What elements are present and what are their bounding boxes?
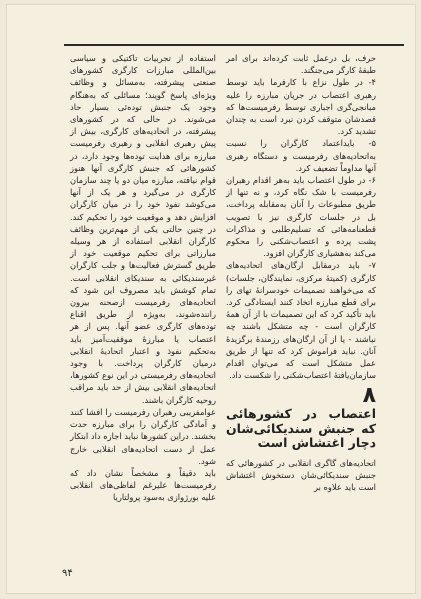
- right-column: [226, 52, 376, 494]
- section-title: اعتصاب در کشورهائی که جنبش سندیکائی‌شان دچار اغتشاش است: [226, 406, 376, 451]
- paragraph: حرف، بل درعمل ثابت کرده‌اند برای امر طبقۀ کارگر می‌جنگند.: [226, 53, 376, 76]
- page-number: ۹۴: [62, 568, 73, 579]
- paragraph: باید دقیقاً و مشخصاً نشان داد که رفرمیست‌ها علیرغم لفاظی‌های انقلابی علیه بورژوازی به‌سود پرولتاریا: [70, 467, 216, 503]
- header-rule: [64, 44, 404, 46]
- book-page: [6, 4, 416, 594]
- paragraph: استفاده از تجربیات تاکتیکی و سیاسی بین‌المللی مبارزات کارگری کشورهای صنعتی پیشرفته، به‌مسائل و وظائف ویژه‌ای پاسخ گویند؛ مسائلی که به‌هنگام وجود یک جنبش توده‌ئی بسیار حاد می‌شوند. در حالی که در کشورهای پیشرفته، در اتحادیه‌های کارگری، بیش از پیش رهبری انقلابی و رهبری رفرمیست مبارزه برای هدایت توده‌ها وجود دارد، در کشورهائی که جنبش کارگری آنها هنوز قوام نیافته، مبارزه میان دو یا چند سازمان کارگری در می‌گیرد و هر یک از آنها می‌کوشد نفوذ خود را در میان کارگران افزایش دهد و موقعیت خود را تحکیم کند. در چنین حالتی یکی از مهم‌ترین وظائف کارگران انقلابی استفاده از هر وسیله مبارزاتی برای تحکیم موقعیت خود از طریق گسترش فعالیت‌ها و جلب کارگران غیرسندیکائی به‌ سندیکای انقلابی است. تمام کوشش باید مصروف این شود که اتحادیه‌های رفرمیست ازصحنه بیرون راننده‌شوند، به‌ویژه از طریق اقناع توده‌های کارگری عضو آنها. پس از هر اعتصاب یا مبارزۀ موفقیت‌آمیز باید به‌تحکیم نفوذ و اعتبار اتحادیۀ انقلابی درمیان کارگران پرداخت. با وجود اتحادیه‌های رفرمیستی در این نوع کشورها، اتحادیه‌های انقلابی بیش از حد باید مراقب روحیه کارگران باشند.: [70, 53, 216, 405]
- left-column: [70, 52, 216, 504]
- paragraph: ۶- در طول اعتصاب باید به‌هر اقدام رهبران رفرمیست با شک نگاه کرد، و نه تنها از طریق مطبوعات را آنان به‌مقابله پرداخت، بل در جلسات کارگری نیز با تصویب قطعنامه‌هائی که تسلیم‌طلبی و مذاکرات پشت پرده و اعتصاب‌شکنی را محکوم می‌کند به‌هشیاری کارگران افزود.: [226, 175, 376, 259]
- section-number: ۸: [362, 383, 376, 409]
- paragraph: ۷- باید درمقابل ارگان‌های اتحادیه‌های کارگری (کمیتۀ مرکزی، نمایندگان، جلسات) که می‌خواهند تصمیمات خودسرانۀ تهای را برای قطع مبارزه اتخاذ کنند ایستادگی کرد. باید تأکید کرد که این تصمیمات با از آن همۀ کارگران است - چه متشکل باشند چه نباشند - یا از آن ارگان‌های رزمندۀ برگزیدۀ آنان. نباید فراموش کرد که تنها از طریق عمل متشکل است که می‌توان اقدام سازمان‌یافتۀ اعتصاب‌شکنی را شکست داد.: [226, 260, 376, 381]
- paragraph: ۵- بایداعتماد کارگران را نسبت به‌اتحادیه‌های رفرمیست و دستگاه رهبری آنها مداوماً تضعیف کرد.: [226, 138, 376, 173]
- paragraph: اتحادیه‌های گاگری انقلابی در کشورهائی که جنبش سندیکائی‌شان دستخوش اغتشاش است باید علاوه بر: [226, 457, 376, 493]
- paragraph: ۴- در طول نزاع با کارفرما باید توسط رهبری اعتصاب در جریان مبارزه را علیه مبانجی‌گری اجباری توسط رفرمیست‌ها که قصدشان متوقف کردن نبرد است به چندان تشدید کرد.: [226, 77, 376, 137]
- paragraph: عوامفریبی رهبران رفرمیست را افشا کنند و آمادگی کارگران را برای مبارزه حدت بخشند. دراین کشورها نباید اجازه داد ابتکار عمل از دست اتحادیه‌های انقلابی خارج شود.: [70, 406, 216, 466]
